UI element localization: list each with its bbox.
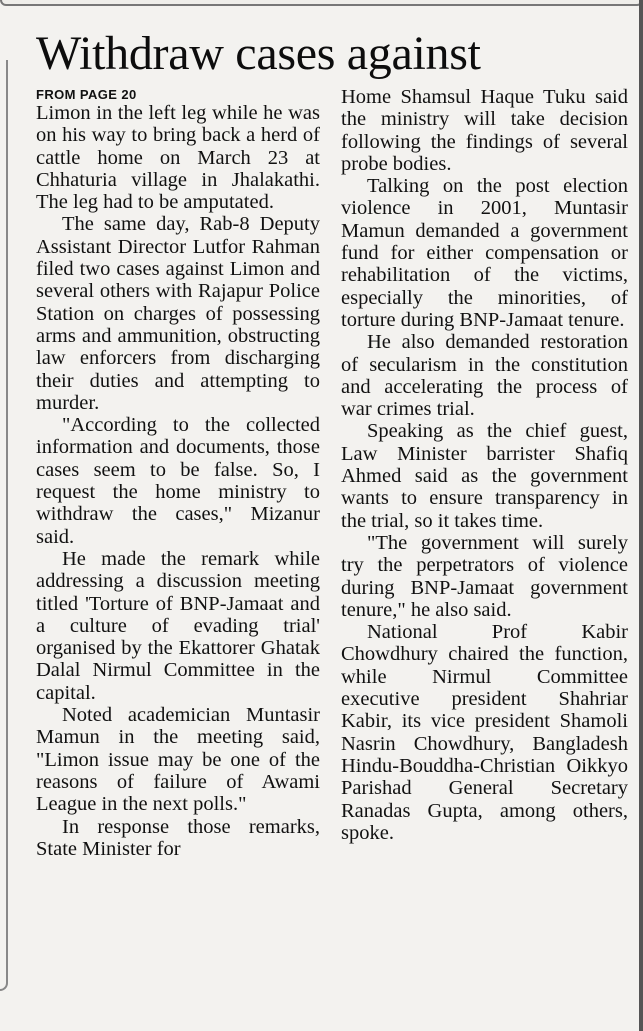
- paragraph: "According to the collected information and documents, those cases seem to be false. So, I request the home ministry to withdraw the cases," Mizanur said.: [36, 414, 320, 548]
- right-column: [341, 86, 628, 844]
- paragraph: National Prof Kabir Chowdhury chaired the function, while Nirmul Committee executive president Shahriar Kabir, its vice president Shamoli Nasrin Chowdhury, Bangladesh Hindu-Bouddha-Christian Oikkyo Parishad General Secretary Ranadas Gupta, among others, spoke.: [341, 621, 628, 844]
- paragraph: In response those remarks, State Minister for: [36, 815, 320, 860]
- top-border: [0, 0, 643, 6]
- paragraph: Talking on the post election violence in 2001, Muntasir Mamun demanded a government fund for either compensation or rehabilitation of the victims, especially the minorities, of torture during BNP-Jamaat tenure.: [341, 175, 628, 331]
- paragraph: Noted academician Muntasir Mamun in the meeting said, "Limon issue may be one of the reasons of failure of Awami League in the next polls.": [36, 704, 320, 816]
- right-edge: [639, 0, 643, 1031]
- paragraph: He also demanded restoration of secularism in the constitution and accelerating the process of war crimes trial.: [341, 331, 628, 421]
- left-column: [36, 86, 320, 860]
- headline: Withdraw cases against: [36, 27, 481, 80]
- paragraph: Home Shamsul Haque Tuku said the ministry will take decision following the findings of several probe bodies.: [341, 86, 628, 175]
- left-border: [0, 60, 8, 991]
- paragraph: Limon in the left leg while he was on his way to bring back a herd of cattle home on March 23 at Chhaturia village in Jhalakathi. The leg had to be amputated.: [36, 102, 320, 214]
- paragraph: The same day, Rab-8 Deputy Assistant Director Lutfor Rahman filed two cases against Limon and several others with Rajapur Police Station on charges of possessing arms and ammunition, obstructing law enforcers from discharging their duties and attempting to murder.: [36, 213, 320, 414]
- from-page-label: FROM PAGE 20: [36, 87, 137, 102]
- paragraph: He made the remark while addressing a discussion meeting titled 'Torture of BNP-Jamaat and a culture of evading trial' organised by the Ekattorer Ghatak Dalal Nirmul Committee in the capital.: [36, 547, 320, 704]
- paragraph: Speaking as the chief guest, Law Minister barrister Shafiq Ahmed said as the government wants to ensure transparency in the trial, so it takes time.: [341, 420, 628, 532]
- paragraph: "The government will surely try the perpetrators of violence during BNP-Jamaat government tenure," he also said.: [341, 531, 628, 621]
